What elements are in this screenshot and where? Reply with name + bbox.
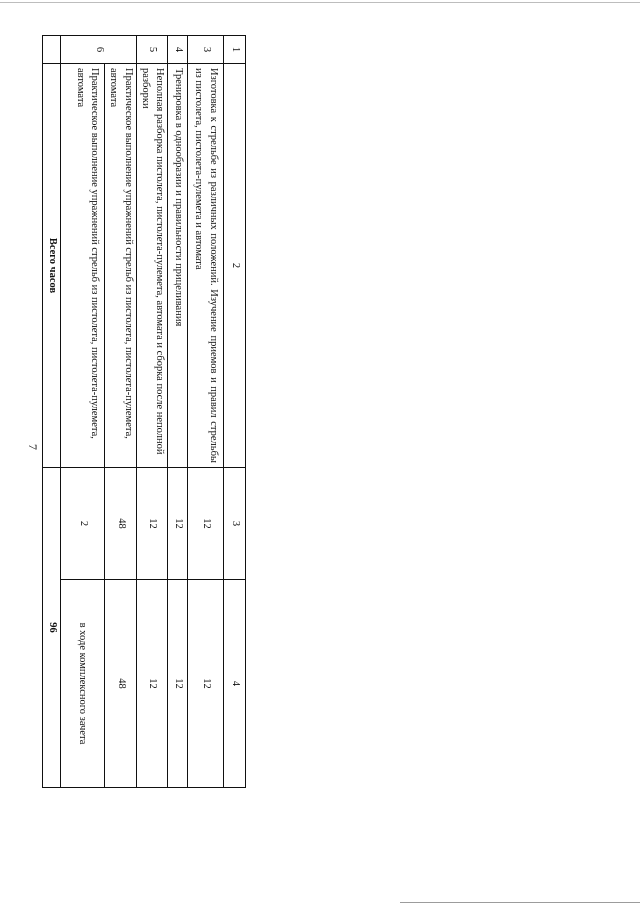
row-hours: 2 (61, 468, 105, 580)
table-row (136, 36, 167, 788)
rotated-table-container (46, 35, 246, 787)
row-total-note: в ходе комплексного зачета (61, 580, 105, 788)
header-col-3: 3 (224, 468, 246, 580)
total-label: Всего часов (43, 64, 61, 468)
row-hours: 12 (168, 468, 188, 580)
row-total: 12 (136, 580, 167, 788)
row-topic: Тренировка в однообразии и правильности прицеливания (168, 64, 188, 468)
table-row (105, 36, 136, 788)
table-header-row (224, 36, 246, 788)
row-hours: 12 (136, 468, 167, 580)
scan-edge-bottom (400, 902, 640, 903)
header-col-4: 4 (224, 580, 246, 788)
row-total: 12 (188, 580, 224, 788)
row-number: 5 (136, 36, 167, 64)
row-number: 4 (168, 36, 188, 64)
table-row (61, 36, 105, 788)
total-empty-cell (43, 36, 61, 64)
study-plan-table (42, 35, 246, 788)
row-topic: Практическое выполнение упражнений стрельб из пистолета, пистолета-пулемета, автомата (61, 64, 105, 468)
row-total: 12 (168, 580, 188, 788)
table-row (188, 36, 224, 788)
row-number: 6 (61, 36, 136, 64)
table-row (168, 36, 188, 788)
row-topic: Неполная разборка пистолета, пистолета-пулемета, автомата и сборка после неполной разборки (136, 64, 167, 468)
page-number: 7 (26, 444, 40, 450)
total-row (43, 36, 61, 788)
row-hours: 12 (188, 468, 224, 580)
row-topic: Изготовка к стрельбе из различных положений. Изучение приемов и правил стрельбы из пистолета, пистолета-пулемета и автомата (188, 64, 224, 468)
row-total: 48 (105, 580, 136, 788)
row-hours: 48 (105, 468, 136, 580)
header-col-2: 2 (224, 64, 246, 468)
row-topic: Практическое выполнение упражнений стрельб из пистолета, пистолета-пулемета, автомата (105, 64, 136, 468)
row-number: 3 (188, 36, 224, 64)
total-value: 96 (43, 468, 61, 788)
header-col-1: 1 (224, 36, 246, 64)
scan-edge-top (0, 2, 640, 3)
